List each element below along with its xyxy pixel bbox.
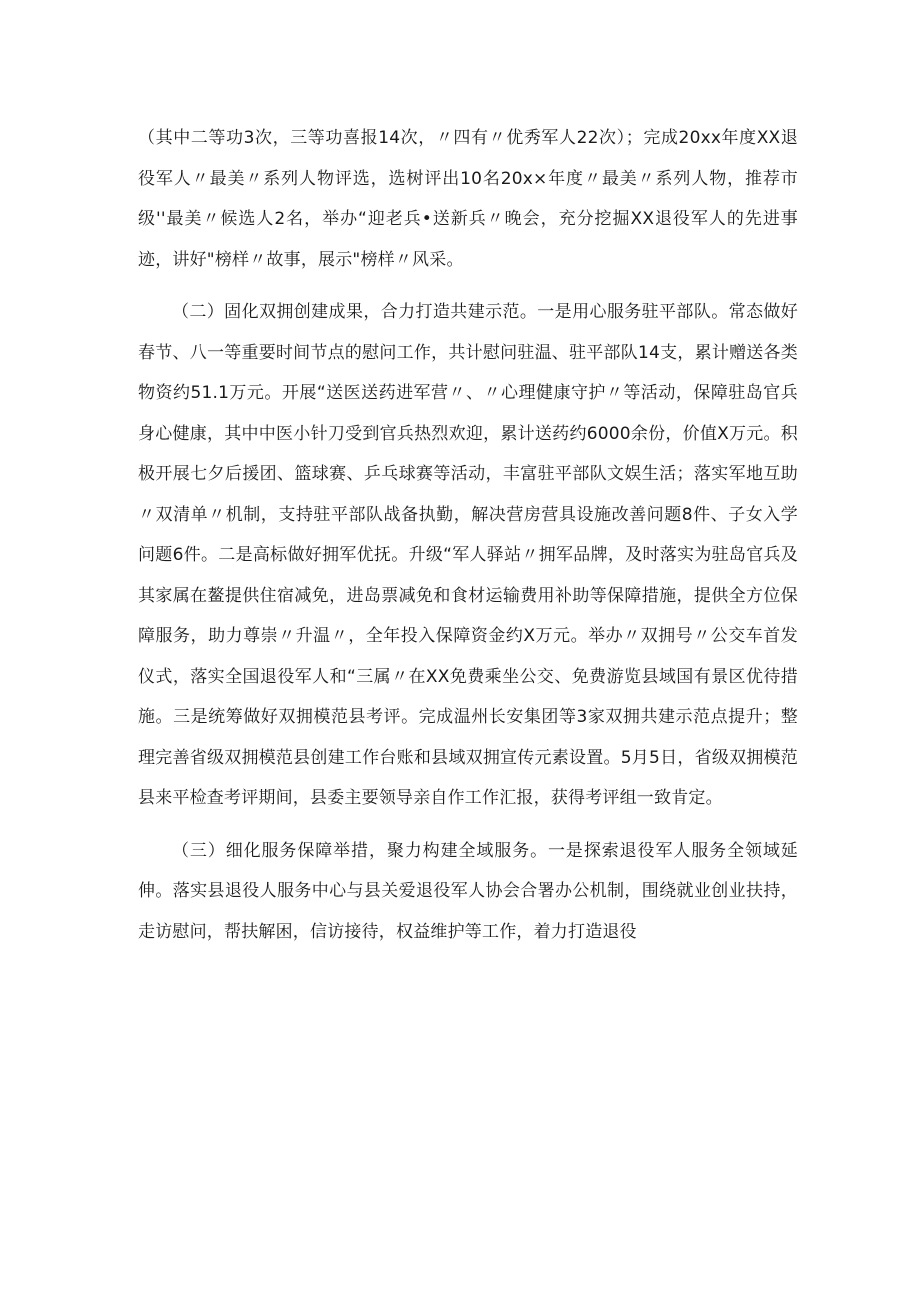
paragraph-gap [138, 819, 798, 831]
paragraph-3: （三）细化服务保障举措，聚力构建全域服务。一是探索退役军人服务全领域延伸。落实县退役人服务中心与县关爱退役军人协会合署办公机制，围绕就业创业扶持，走访慰问，帮扶解困，信访接待，权益维护等工作，着力打造退役 [138, 840, 798, 942]
paragraph-2: （二）固化双拥创建成果，合力打造共建示范。一是用心服务驻平部队。常态做好春节、八一等重要时间节点的慰问工作，共计慰问驻温、驻平部队14支，累计赠送各类物资约51.1万元。开展“送医送药进军营〃、〃心理健康守护〃等活动，保障驻岛官兵身心健康，其中中医小针刀受到官兵热烈欢迎，累计送药约6000余份，价值X万元。积极开展七夕后援团、篮球赛、乒乓球赛等活动，丰富驻平部队文娱生活；落实军地互助〃双清单〃机制，支持驻平部队战备执勤，解决营房营具设施改善问题8件、子女入学问题6件。二是高标做好拥军优抚。升级“军人驿站〃拥军品牌，及时落实为驻岛官兵及其家属在鳌提供住宿减免，进岛票减免和食材运输费用补助等保障措施，提供全方位保障服务，助力尊崇〃升温〃，全年投入保障资金约X万元。举办〃双拥号〃公交车首发仪式，落实全国退役军人和“三属〃在XX免费乘坐公交、免费游览县域国有景区优待措施。三是统筹做好双拥模范县考评。完成温州长安集团等3家双拥共建示范点提升；整理完善省级双拥模范县创建工作台账和县域双拥宣传元素设置。5月5日，省级双拥模范县来平检查考评期间，县委主要领导亲自作工作汇报，获得考评组一致肯定。 [138, 302, 798, 808]
paragraph-1: （其中二等功3次，三等功喜报14次，〃四有〃优秀军人22次）；完成20xx年度XX退役军人〃最美〃系列人物评选，选树评出10名20x×年度〃最美〃系列人物，推荐市级''最美〃候选人2名，举办“迎老兵•送新兵〃晚会，充分挖掘XX退役军人的先进事迹，讲好"榜样〃故事，展示"榜样〃风采。 [138, 128, 798, 270]
paragraph-gap [138, 280, 798, 292]
document-body [138, 118, 798, 952]
